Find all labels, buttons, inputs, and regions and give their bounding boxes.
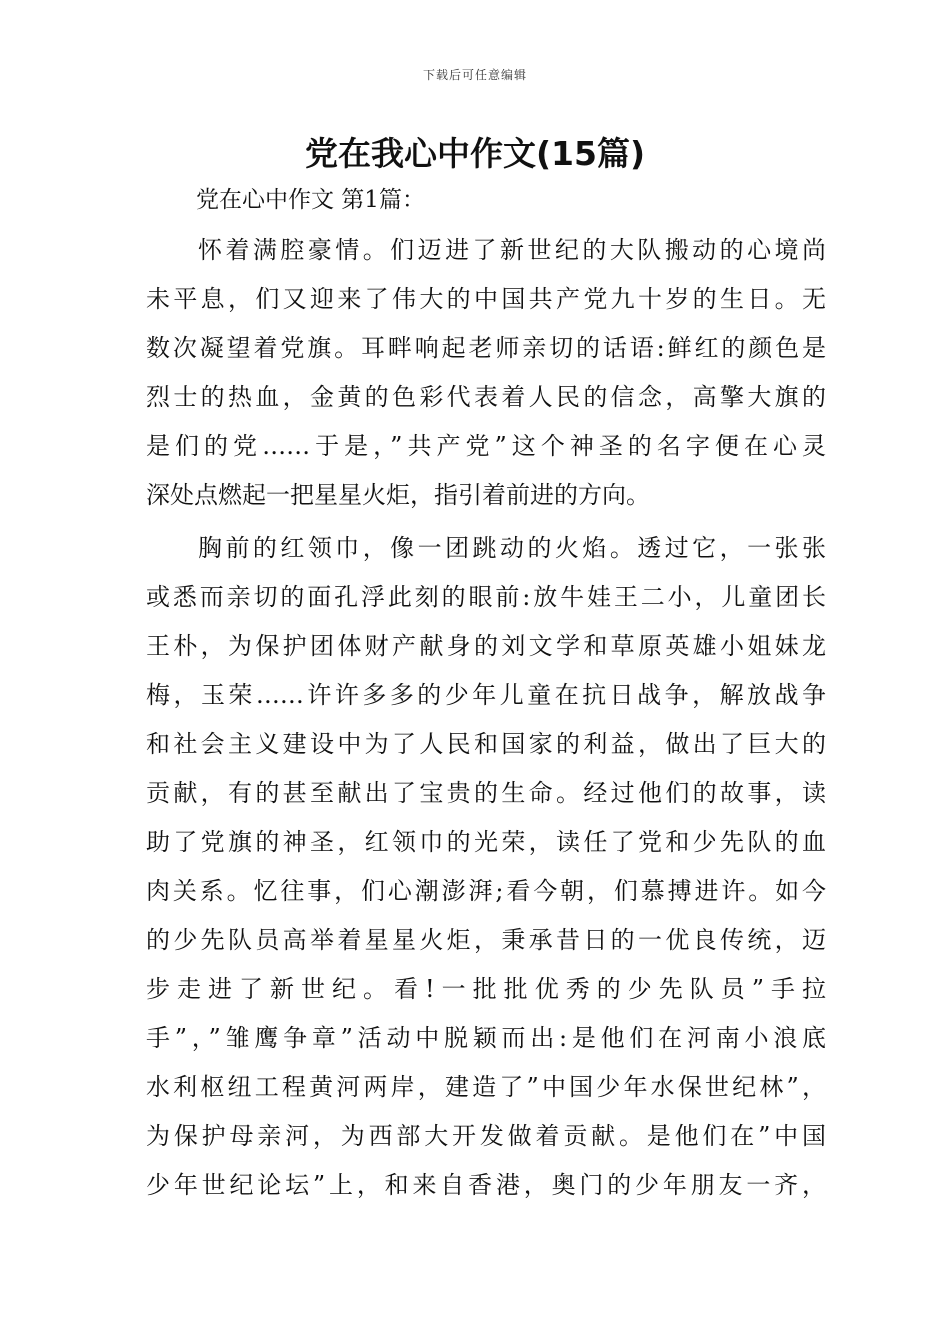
paragraph-line: 步走进了新世纪。看!一批批优秀的少先队员”手拉: [146, 975, 826, 1003]
paragraph-line: 少年世纪论坛”上，和来自香港，奥门的少年朋友一齐，: [146, 1171, 826, 1199]
paragraph-line: 是们的党……于是，”共产党”这个神圣的名字便在心灵: [146, 432, 826, 460]
paragraph-line: 烈士的热血，金黄的色彩代表着人民的信念，高擎大旗的: [146, 383, 826, 411]
paragraph-line: 怀着满腔豪情。们迈进了新世纪的大队搬动的心境尚: [198, 236, 826, 264]
paragraph-line: 或悉而亲切的面孔浮此刻的眼前:放牛娃王二小，儿童团长: [146, 583, 826, 611]
paragraph-line: 胸前的红领巾，像一团跳动的火焰。透过它，一张张: [198, 534, 826, 562]
paragraph-line: 助了党旗的神圣，红领巾的光荣，读任了党和少先队的血: [146, 828, 826, 856]
header-note: 下载后可任意编辑: [422, 68, 527, 82]
paragraph-line: 数次凝望着党旗。耳畔响起老师亲切的话语:鲜红的颜色是: [146, 334, 826, 362]
paragraph-line: 水利枢纽工程黄河两岸，建造了”中国少年水保世纪林”，: [146, 1073, 826, 1101]
paragraph-1: [146, 226, 826, 520]
paragraph-line: 贡献，有的甚至献出了宝贵的生命。经过他们的故事，读: [146, 779, 826, 807]
document-title: 党在我心中作文(15篇): [304, 134, 646, 173]
paragraph-line: 的少先队员高举着星星火炬，秉承昔日的一优良传统，迈: [146, 926, 826, 954]
paragraph-line: 梅，玉荣……许许多多的少年儿童在抗日战争，解放战争: [146, 681, 826, 709]
section-subtitle: 党在心中作文 第1篇：: [196, 187, 425, 213]
paragraph-line: 和社会主义建设中为了人民和国家的利益，做出了巨大的: [146, 730, 826, 758]
paragraph-line: 未平息，们又迎来了伟大的中国共产党九十岁的生日。无: [146, 285, 826, 313]
paragraph-2: [146, 524, 826, 1210]
paragraph-line: 手”，”雏鹰争章”活动中脱颖而出:是他们在河南小浪底: [146, 1024, 826, 1052]
paragraph-line: 肉关系。忆往事，们心潮澎湃;看今朝，们慕搏进许。如今: [146, 877, 826, 905]
paragraph-line: 王朴，为保护团体财产献身的刘文学和草原英雄小姐妹龙: [146, 632, 826, 660]
paragraph-line: 为保护母亲河，为西部大开发做着贡献。是他们在”中国: [146, 1122, 826, 1150]
paragraph-line: 深处点燃起一把星星火炬，指引着前进的方向。: [146, 481, 650, 509]
